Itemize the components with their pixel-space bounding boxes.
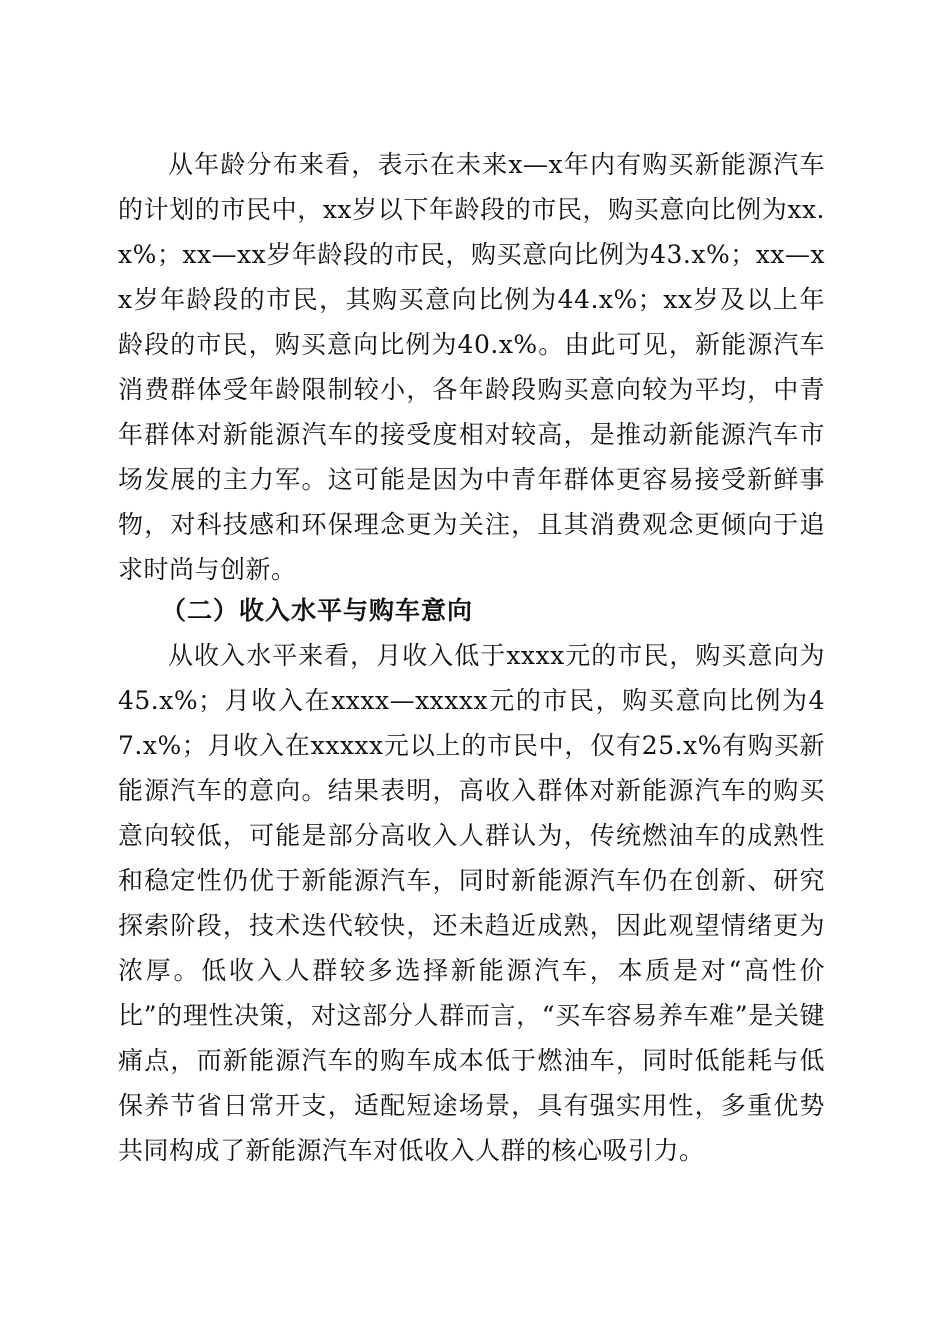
age-distribution-paragraph: 从年龄分布来看，表示在未来x—x年内有购买新能源汽车的计划的市民中，xx岁以下年龄段的市民，购买意向比例为xx.x%；xx—xx岁年龄段的市民，购买意向比例为43.x%；xx—xx岁年龄段的市民，其购买意向比例为44.x%；xx岁及以上年龄段的市民，购买意向比例为40.x%。由此可见，新能源汽车消费群体受年龄限制较小，各年龄段购买意向较为平均，中青年群体对新能源汽车的接受度相对较高，是推动新能源汽车市场发展的主力军。这可能是因为中青年群体更容易接受新鲜事物，对科技感和环保理念更为关注，且其消费观念更倾向于追求时尚与创新。 bbox=[118, 150, 825, 584]
section-heading-income: （二）收入水平与购车意向 bbox=[161, 596, 474, 625]
income-level-paragraph: 从收入水平来看，月收入低于xxxx元的市民，购买意向为45.x%；月收入在xxxx—xxxxx元的市民，购买意向比例为47.x%；月收入在xxxxx元以上的市民中，仅有25.x%有购买新能源汽车的意向。结果表明，高收入群体对新能源汽车的购买意向较低，可能是部分高收入人群认为，传统燃油车的成熟性和稳定性仍优于新能源汽车，同时新能源汽车仍在创新、研究探索阶段，技术迭代较快，还未趋近成熟，因此观望情绪更为浓厚。低收入人群较多选择新能源汽车，本质是对“高性价比”的理性决策，对这部分人群而言，“买车容易养车难”是关键痛点，而新能源汽车的购车成本低于燃油车，同时低能耗与低保养节省日常开支，适配短途场景，具有强实用性，多重优势共同构成了新能源汽车对低收入人群的核心吸引力。 bbox=[118, 641, 825, 1165]
